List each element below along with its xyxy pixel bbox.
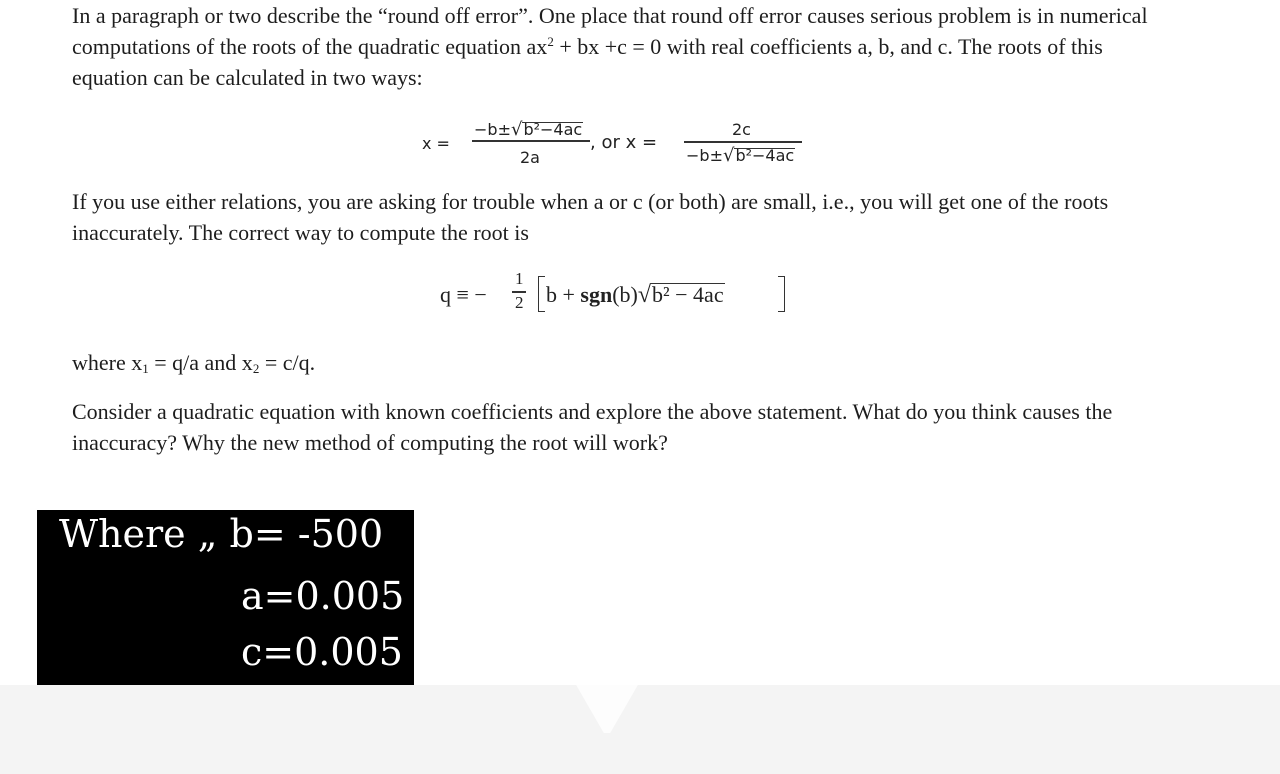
half-numerator: 1 — [515, 269, 524, 288]
q-lhs: q ≡ − — [440, 282, 487, 307]
p1-text-start: In a paragraph or two describe the “round off error”. One place that round off error causes serious problem is in numerical computations of the roots of the quadratic equation ax — [72, 3, 1148, 59]
note-line-1: Where „ b= -500 — [59, 512, 384, 556]
eq1-fraction-bar — [472, 140, 590, 142]
eq1-lhs: x = — [422, 134, 450, 153]
coefficients-note — [37, 510, 414, 686]
half-denominator: 2 — [515, 293, 524, 312]
bottom-notch — [575, 683, 639, 733]
eq2-numerator: 2c — [732, 120, 751, 139]
right-bracket — [778, 276, 785, 312]
eq1-numerator: −b±√b²−4ac — [474, 119, 583, 140]
exponent-2: 2 — [547, 34, 554, 49]
question-paragraph-2: If you use either relations, you are asking for trouble when a or c (or both) are small, i.e., you will get one of the roots inaccurately. The correct way to compute the root is — [72, 189, 1109, 245]
question-paragraph-4: Consider a quadratic equation with known coefficients and explore the above statement. What do you think causes the inaccuracy? Why the new method of computing the root will work? — [72, 399, 1113, 455]
screen-bottom-area — [0, 685, 1280, 774]
p1-text-end: + bx +c = 0 with real coefficients a, b, and c. The roots of this equation can be calculated in two ways: — [72, 34, 1103, 90]
left-bracket — [538, 276, 545, 312]
q-body: b + sgn(b)√b² − 4ac — [546, 282, 724, 308]
eq1-separator: , or x = — [590, 132, 658, 153]
note-line-3: c=0.005 — [241, 630, 403, 674]
note-line-2: a=0.005 — [241, 574, 405, 618]
question-paragraph-1 — [72, 0, 1172, 93]
eq2-denominator: −b±√b²−4ac — [686, 145, 795, 166]
eq2-fraction-bar — [684, 141, 802, 143]
question-paragraph-3: where $x_1 = q/a$ and $x_2 = c/q$. — [72, 350, 316, 376]
eq1-denominator: 2a — [520, 148, 540, 167]
